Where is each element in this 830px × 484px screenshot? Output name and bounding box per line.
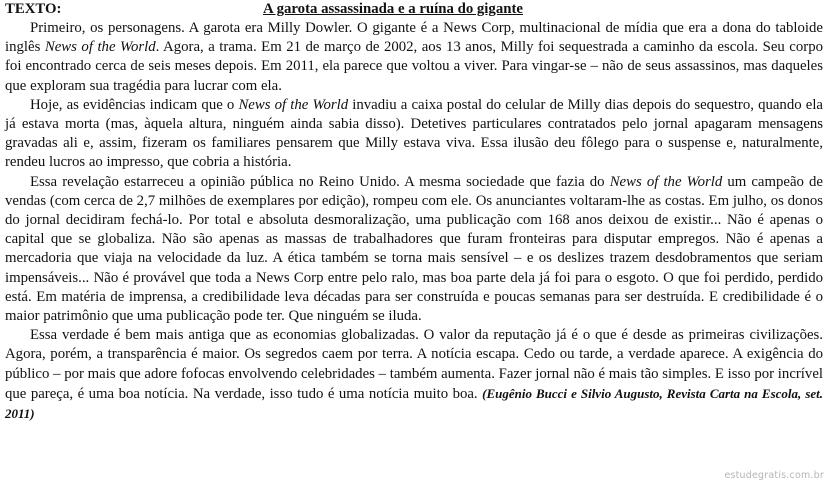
article xyxy=(5,0,823,424)
paragraph-text: Hoje, as evidências indicam que o xyxy=(30,96,239,113)
header xyxy=(5,0,823,19)
text-label: TEXTO: xyxy=(5,1,62,17)
paragraph-text: Essa verdade é bem mais antiga que as economias globalizadas. O valor da reputação já é o que é desde as primeiras civilizações. Agora, porém, a transparência é maior. Os segredos caem por terra. A notícia escapa. Cedo ou tarde, a verdade aparece. A exigência do público – por mais que adore fofocas envolvendo celebridades – também aumenta. Fazer jornal não é mais tão simples. E isso por incrível que pareça, é uma boa notícia. Na verdade, isso tudo é uma notícia muito boa. xyxy=(5,327,823,402)
publication-name: News of the World xyxy=(609,173,723,190)
paragraph-1 xyxy=(5,19,823,96)
site-watermark: estudegratis.com.br xyxy=(724,470,824,481)
paragraph-3 xyxy=(5,173,823,327)
paragraph-text: Essa revelação estarreceu a opinião pública no Reino Unido. A mesma sociedade que fazia do xyxy=(30,173,610,190)
paragraph-text: um campeão de vendas (com cerca de 2,7 milhões de exemplares por edição), rompeu com ele. Os anunciantes voltaram-lhe as costas. Em julho, os donos do jornal decidiram fechá-lo. Por total e absoluta desmoralização, uma publicação com 168 anos deixou de existir... Não é apenas o capital que se globaliza. Não são apenas as massas de trabalhadores que furam fronteiras para disputar empregos. Não é apenas a mercadoria que viaja na velocidade da luz. A ética também se torna mais sensível – e os deslizes trazem desdobramentos que seriam impensáveis... Não é provável que toda a News Corp entre pelo ralo, mas boa parte dela já foi para o esgoto. O que foi perdido, perdido está. Em matéria de imprensa, a credibilidade leva décadas para ser construída e poucas semanas para ser destruída. E credibilidade é o maior patrimônio que uma publicação pode ter. Que ninguém se iluda. xyxy=(5,173,823,325)
source-citation: (Eugênio Bucci e Silvio Augusto, Revista Carta na Escola, set. 2011) xyxy=(5,385,824,422)
publication-name: News of the World xyxy=(238,96,349,113)
article-title: A garota assassinada e a ruína do gigante xyxy=(263,1,523,17)
paragraph-text: Primeiro, os personagens. A garota era Milly Dowler. O gigante é a News Corp, multinacional de mídia que era a dona do tabloide inglês xyxy=(5,20,823,56)
paragraph-text: . Agora, a trama. Em 21 de março de 2002, aos 13 anos, Milly foi sequestrada a caminho da escola. Seu corpo foi encontrado cerca de seis meses depois. Em 2011, ela parece que voltou a viver. Para vingar-se – não de seus assassinos, mas daqueles que exploram sua tragédia para lucrar com ela. xyxy=(5,39,823,94)
paragraph-4 xyxy=(5,326,823,424)
paragraph-2 xyxy=(5,96,823,173)
publication-name: News of the World xyxy=(44,39,156,56)
paragraph-text: invadiu a caixa postal do celular de Milly dias depois do sequestro, quando ela já estava morta (mas, àquela altura, ninguém ainda sabia disso). Detetives particulares contratados pelo jornal apagaram mensagens gravadas ali e, assim, fizeram os familiares pensarem que Milly estava viva. Essa ilusão deu fôlego para o suspense e, naturalmente, rendeu lucros ao impresso, que cobria a história. xyxy=(5,96,823,171)
